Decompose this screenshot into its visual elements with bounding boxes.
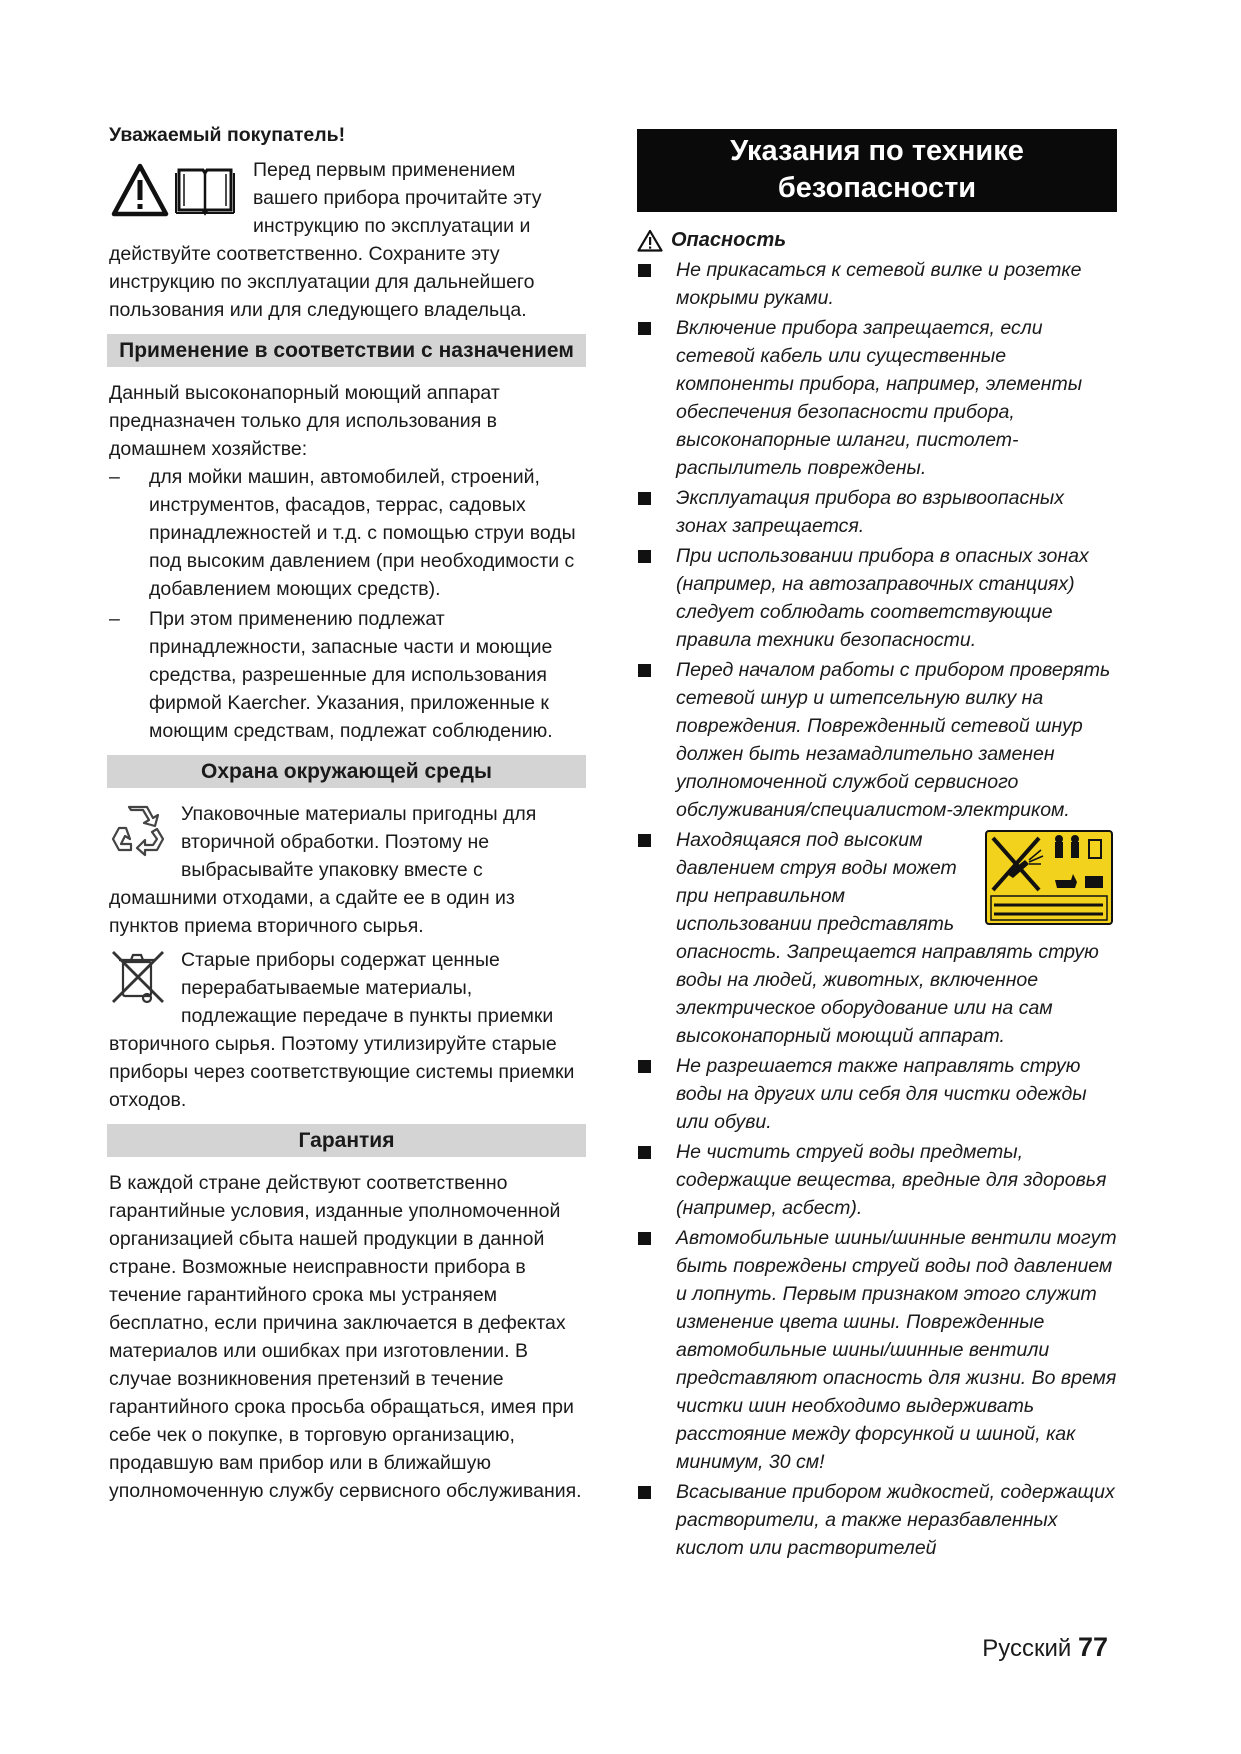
page-number: 77: [1077, 1632, 1108, 1662]
list-item-text: Не чистить струей воды предметы, содержащие вещества, вредные для здоровья (например, асбест).: [676, 1141, 1107, 1219]
weee-text: Старые приборы содержат ценные перерабатываемые материалы, подлежащие передаче в пункты приемки вторичного сырья. Поэтому утилизируйте старые приборы через соответствующие системы приемки отходов.: [109, 949, 575, 1111]
open-book-icon: [175, 164, 235, 216]
recycle-icon: [109, 802, 167, 860]
list-item: [637, 1478, 1117, 1562]
bullet-square: [638, 1146, 651, 1159]
intro-icons: [111, 160, 239, 220]
recycle-block: [109, 800, 584, 940]
intro-text: Перед первым применением вашего прибора прочитайте эту инструкцию по эксплуатации и действуйте соответственно. Сохраните эту инструкцию по эксплуатации для дальнейшего пользования или для следующего владельца.: [109, 159, 542, 321]
section-warranty-title: Гарантия: [107, 1124, 586, 1157]
intro-block: [109, 156, 584, 324]
bullet-square: [638, 550, 651, 563]
bullet-square: [638, 834, 651, 847]
crossed-out-bin-icon: [109, 948, 167, 1006]
list-item-text: Включение прибора запрещается, если сетевой кабель или существенные компоненты прибора, например, элементы обеспечения безопасности прибора, высоконапорные шланги, пистолет-распылитель повреждены.: [676, 317, 1083, 479]
list-item-text: При этом применению подлежат принадлежности, запасные части и моющие средства, разрешенные для использования фирмой Kaercher. Указания, приложенные к моющим средствам, подлежат соблюдению.: [149, 608, 553, 742]
list-item-text: Не прикасаться к сетевой вилке и розетке мокрыми руками.: [676, 259, 1082, 309]
list-item: [109, 605, 584, 745]
list-item-text: При использовании прибора в опасных зонах (например, на автозаправочных станциях) следует соблюдать соответствующие правила техники безопасности.: [676, 545, 1089, 651]
warranty-text: В каждой стране действуют соответственно гарантийные условия, изданные уполномоченной организацией сбыта нашей продукции в данной стране. Возможные неисправности прибора в течение гарантийного срока мы устраняем бесплатно, если причина заключается в дефектах материалов или ошибках при изготовлении. В случае возникновения претензий в течение гарантийного срока просьба обращаться, имея при себе чек о покупке, в торговую организацию, продавшую вам прибор или в ближайшую уполномоченную службу сервисного обслуживания.: [109, 1172, 582, 1502]
greeting: Уважаемый покупатель!: [109, 124, 346, 146]
list-item-text: Эксплуатация прибора во взрывоопасных зонах запрещается.: [676, 487, 1065, 537]
list-item-text: для мойки машин, автомобилей, строений, инструментов, фасадов, террас, садовых принадлежностей и т.д. с помощью струи воды под высоким давлением (при необходимости с добавлением моющих средств).: [149, 466, 576, 600]
recycle-text: Упаковочные материалы пригодны для вторичной обработки. Поэтому не выбрасывайте упаковку вместе с домашними отходами, а сдайте ее в один из пунктов приема вторичного сырья.: [109, 803, 537, 937]
list-item: [637, 826, 1117, 1050]
bullet-square: [638, 492, 651, 505]
bullet-square: [638, 1486, 651, 1499]
weee-block: [109, 946, 584, 1114]
list-item: [637, 314, 1117, 482]
bullet-square: [638, 322, 651, 335]
section-use-text: Данный высоконапорный моющий аппарат предназначен только для использования в домашнем хозяйстве:: [109, 382, 500, 460]
list-item: [637, 656, 1117, 824]
list-item-text: Не разрешается также направлять струю воды на других или себя для чистки одежды или обуви.: [676, 1055, 1087, 1133]
footer-language: Русский: [982, 1635, 1072, 1662]
list-item: [637, 1138, 1117, 1222]
danger-heading: [637, 226, 1117, 254]
warning-triangle-icon: [637, 229, 663, 252]
list-item-text: Находящаяся под высоким давлением струя воды может при неправильном использовании представлять опасность. Запрещается направлять струю воды на людей, животных, включенное электрическое оборудование или на сам высоконапорный моющий аппарат.: [676, 829, 1099, 1047]
safety-title: Указания по технике безопасности: [637, 129, 1117, 212]
bullet-square: [638, 1060, 651, 1073]
list-item-text: Перед началом работы с прибором проверять сетевой шнур и штепсельную вилку на повреждения. Поврежденный сетевой шнур должен быть незамадлительно заменен уполномоченной службой сервисного обслуживания/специалистом-электриком.: [676, 659, 1111, 821]
bullet-square: [638, 664, 651, 677]
list-dash: –: [109, 608, 120, 630]
safety-list: [637, 256, 1117, 1562]
right-column: [637, 129, 1117, 1564]
list-dash: –: [109, 466, 120, 488]
bullet-square: [638, 264, 651, 277]
warning-triangle-icon: [111, 163, 169, 217]
list-item: [637, 542, 1117, 654]
left-column: [109, 122, 584, 1505]
list-item: [637, 484, 1117, 540]
list-item: [109, 463, 584, 603]
list-item: [637, 256, 1117, 312]
list-item-text: Автомобильные шины/шинные вентили могут быть повреждены струей воды под давлением и лопнуть. Первым признаком этого служит изменение цвета шины. Поврежденные автомобильные шины/шинные вентили представляют опасность для жизни. Во время чистки шин необходимо выдерживать расстояние между форсункой и шиной, как минимум, 30 см!: [676, 1227, 1117, 1473]
list-item-text: Всасывание прибором жидкостей, содержащих растворители, а также неразбавленных кислот или растворителей: [676, 1481, 1115, 1559]
section-env-title: Охрана окружающей среды: [107, 755, 586, 788]
list-item: [637, 1224, 1117, 1476]
bullet-square: [638, 1232, 651, 1245]
page-footer: [982, 1632, 1108, 1663]
section-use-title: Применение в соответствии с назначением: [107, 334, 586, 367]
frost-warning-label-icon: [985, 830, 1113, 925]
list-item: [637, 1052, 1117, 1136]
danger-label: Опасность: [671, 229, 787, 251]
use-list: [109, 463, 584, 745]
